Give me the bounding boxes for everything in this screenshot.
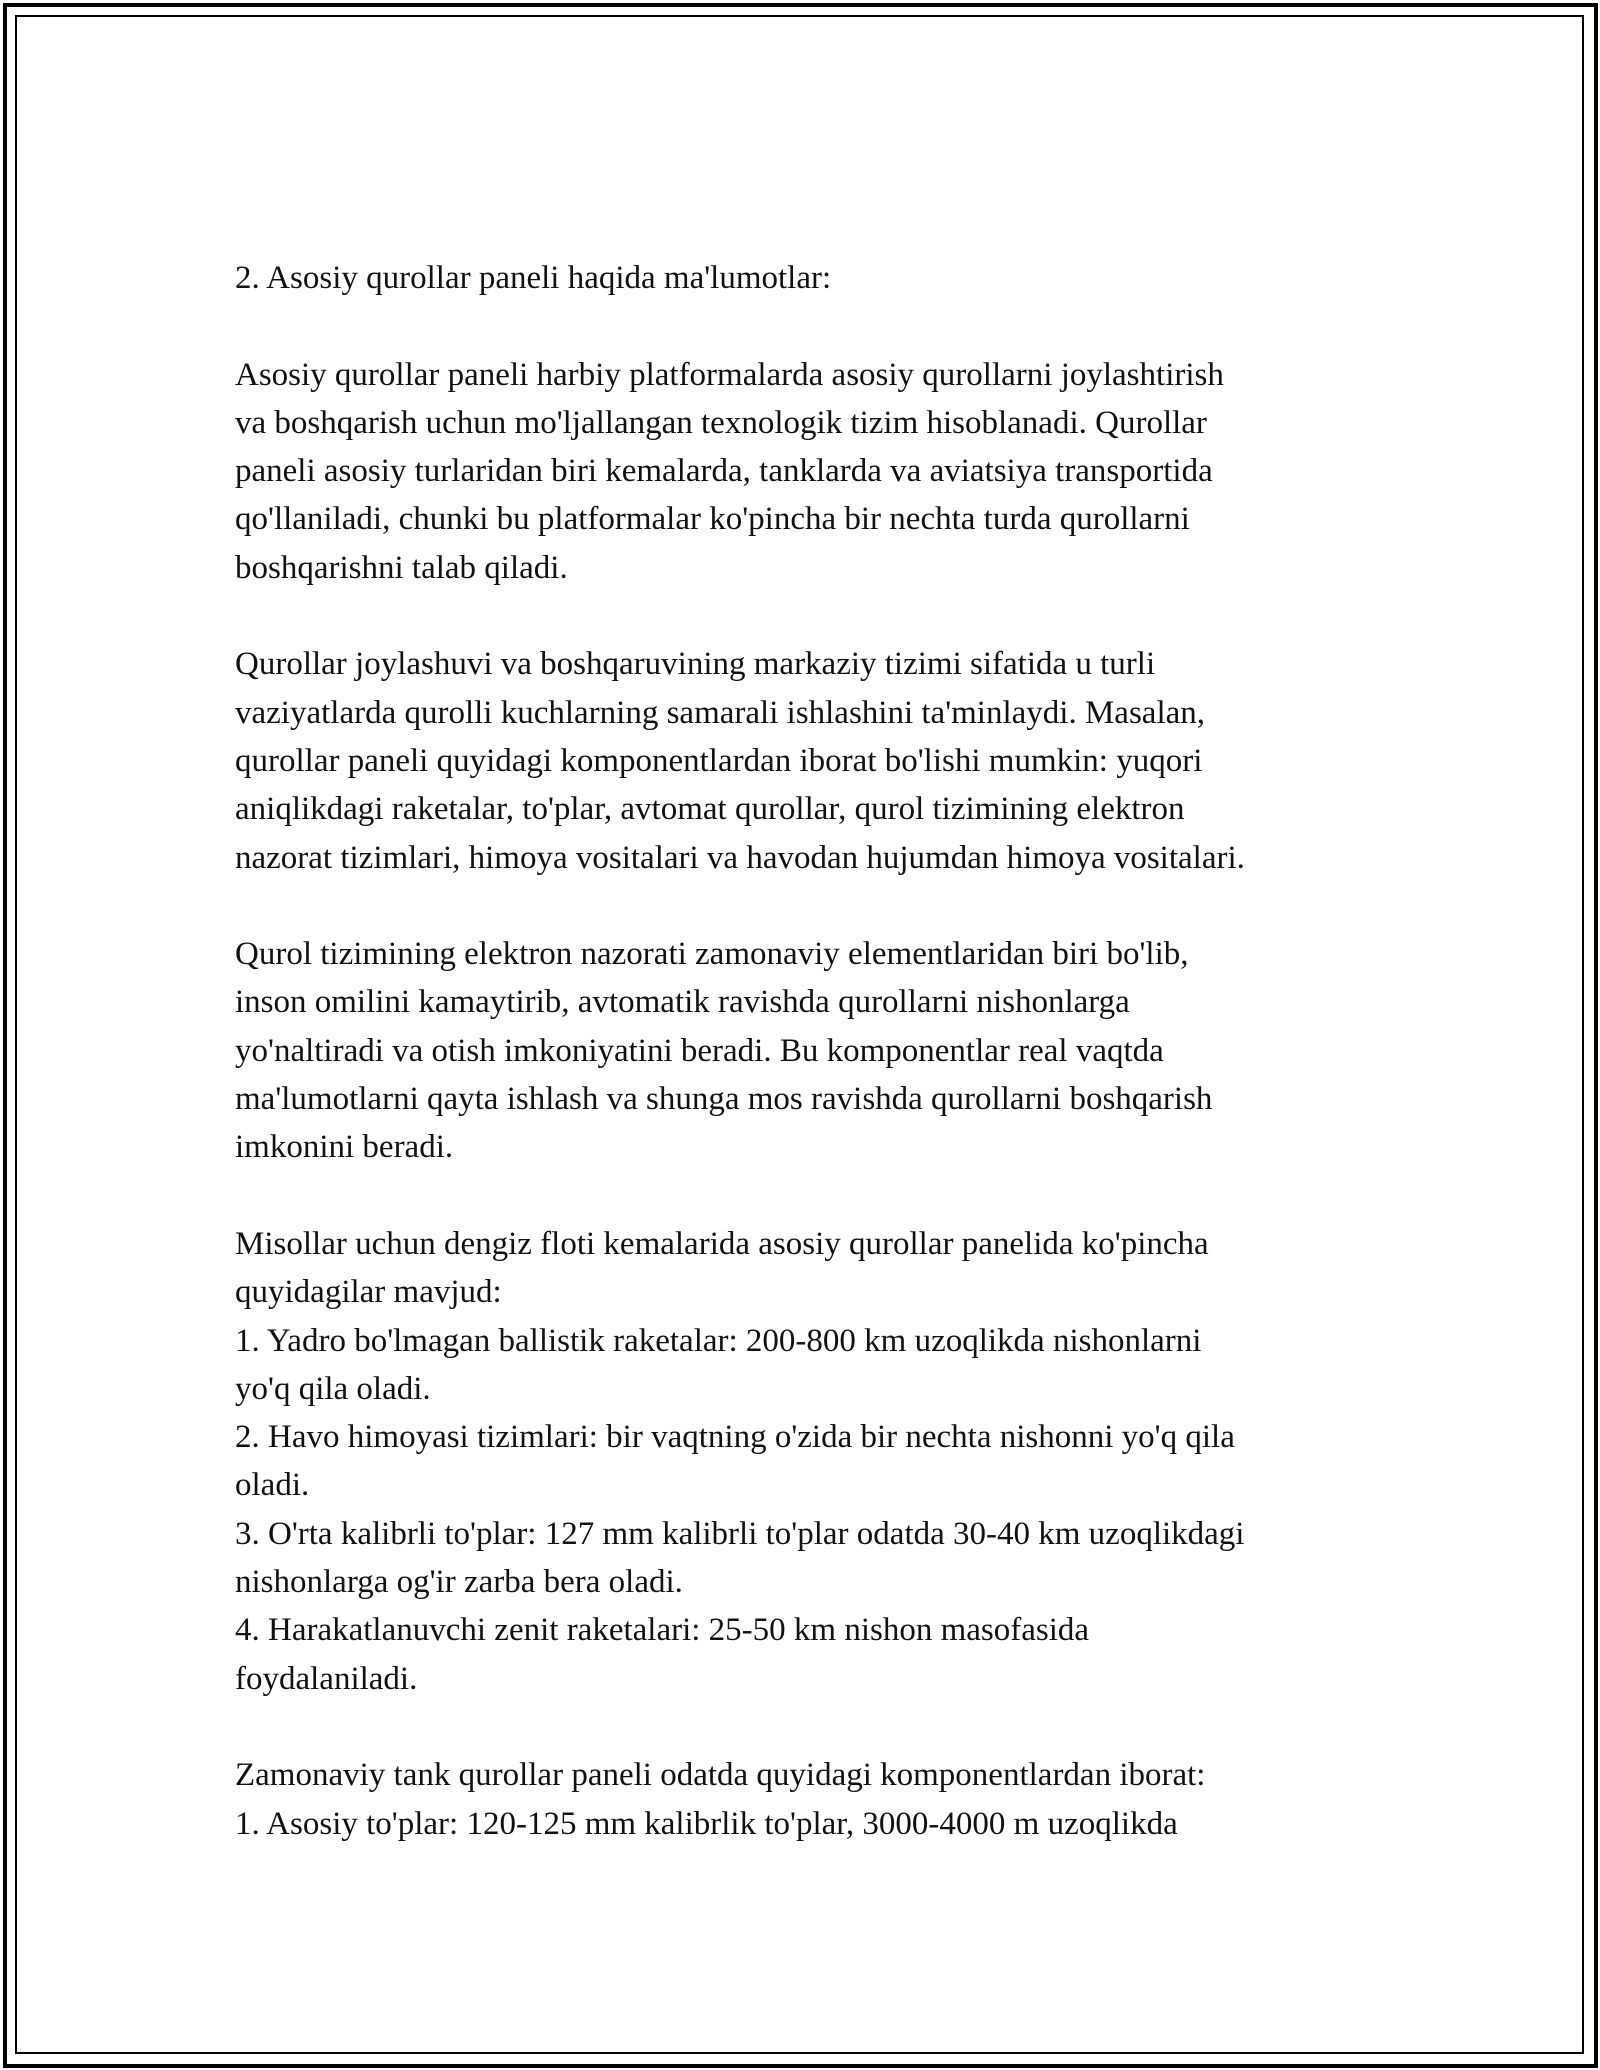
paragraph-central-system: [235, 640, 1385, 881]
list-item-line: 1. Yadro bo'lmagan ballistik raketalar: 200-800 km uzoqlikda nishonlarni: [235, 1322, 1202, 1359]
paragraph-line: vaziyatlarda qurolli kuchlarning samarali ishlashini ta'minlaydi. Masalan,: [235, 694, 1206, 731]
document-body: [235, 254, 1385, 1848]
list-item-line: nishonlarga og'ir zarba bera oladi.: [235, 1564, 683, 1601]
list-item-line: foydalaniladi.: [235, 1660, 418, 1697]
paragraph-line: ma'lumotlarni qayta ishlash va shunga mos ravishda qurollarni boshqarish: [235, 1081, 1213, 1118]
paragraph-line: paneli asosiy turlaridan biri kemalarda, tanklarda va aviatsiya transportida: [235, 453, 1213, 490]
paragraph-line: boshqarishni talab qiladi.: [235, 549, 568, 586]
list-item-line: yo'q qila oladi.: [235, 1370, 431, 1407]
paragraph-line: nazorat tizimlari, himoya vositalari va havodan hujumdan himoya vositalari.: [235, 839, 1245, 876]
paragraph-intro: [235, 351, 1385, 592]
paragraph-tank-panel: [235, 1751, 1385, 1848]
paragraph-line: quyidagilar mavjud:: [235, 1274, 502, 1311]
paragraph-line: qo'llaniladi, chunki bu platformalar ko'pincha bir nechta turda qurollarni: [235, 501, 1190, 538]
paragraph-line: inson omilini kamaytirib, avtomatik ravishda qurollarni nishonlarga: [235, 984, 1130, 1021]
paragraph-line: va boshqarish uchun mo'ljallangan texnologik tizim hisoblanadi. Qurollar: [235, 404, 1207, 441]
list-item-line: 1. Asosiy to'plar: 120-125 mm kalibrlik to'plar, 3000-4000 m uzoqlikda: [235, 1805, 1178, 1842]
paragraph-line: aniqlikdagi raketalar, to'plar, avtomat qurollar, qurol tizimining elektron: [235, 791, 1185, 828]
paragraph-line: Qurollar joylashuvi va boshqaruvining markaziy tizimi sifatida u turli: [235, 646, 1156, 683]
list-item-line: oladi.: [235, 1467, 310, 1504]
paragraph-naval-examples: [235, 1220, 1385, 1703]
section-heading: 2. Asosiy qurollar paneli haqida ma'lumotlar:: [235, 260, 832, 296]
paragraph-line: Qurol tizimining elektron nazorati zamonaviy elementlaridan biri bo'lib,: [235, 936, 1189, 973]
paragraph-electronic-control: [235, 930, 1385, 1171]
paragraph-line: Misollar uchun dengiz floti kemalarida asosiy qurollar panelida ko'pincha: [235, 1225, 1209, 1262]
section-heading-block: [235, 254, 1385, 302]
list-item-line: 4. Harakatlanuvchi zenit raketalari: 25-50 km nishon masofasida: [235, 1612, 1090, 1649]
paragraph-line: Zamonaviy tank qurollar paneli odatda quyidagi komponentlardan iborat:: [235, 1757, 1206, 1794]
paragraph-line: yo'naltiradi va otish imkoniyatini beradi. Bu komponentlar real vaqtda: [235, 1032, 1164, 1069]
list-item-line: 3. O'rta kalibrli to'plar: 127 mm kalibrli to'plar odatda 30-40 km uzoqlikdagi: [235, 1515, 1245, 1552]
paragraph-line: qurollar paneli quyidagi komponentlardan iborat bo'lishi mumkin: yuqori: [235, 742, 1203, 779]
list-item-line: 2. Havo himoyasi tizimlari: bir vaqtning o'zida bir nechta nishonni yo'q qila: [235, 1419, 1235, 1456]
paragraph-line: Asosiy qurollar paneli harbiy platformalarda asosiy qurollarni joylashtirish: [235, 356, 1224, 393]
paragraph-line: imkonini beradi.: [235, 1129, 454, 1166]
